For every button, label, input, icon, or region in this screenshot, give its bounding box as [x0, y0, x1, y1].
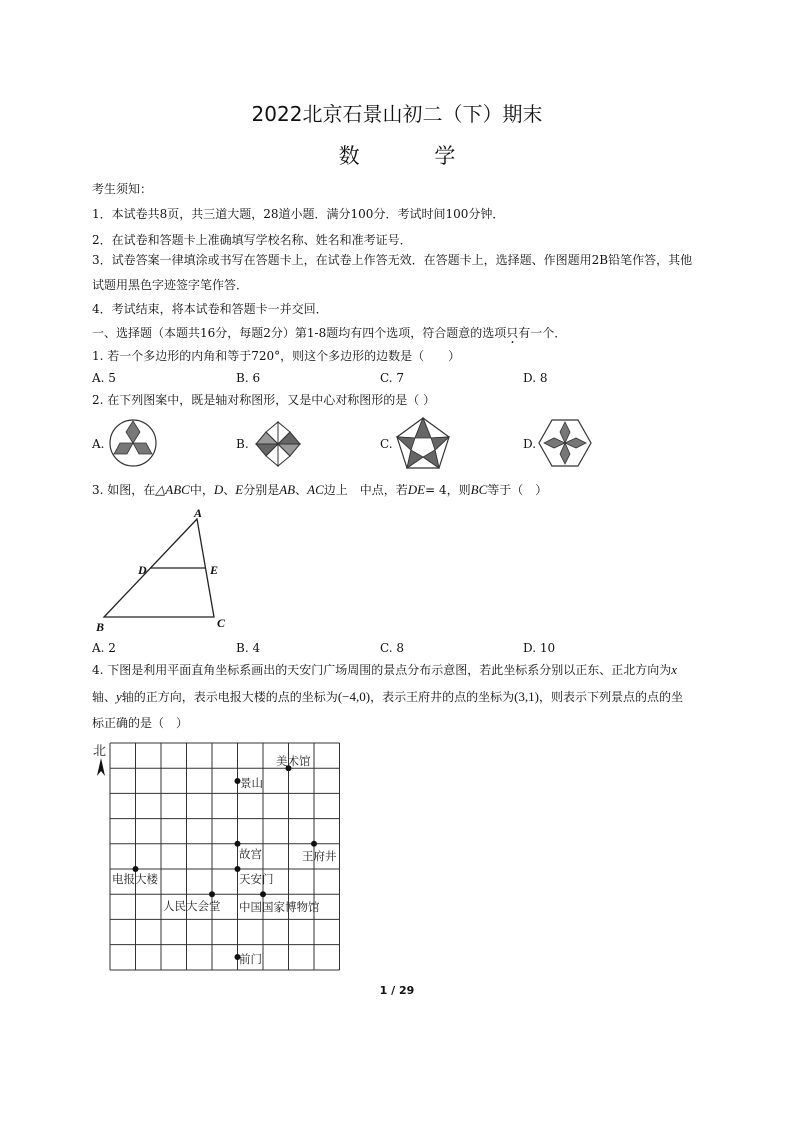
notice-heading: 考生须知： — [92, 182, 153, 196]
q3-option-d: D. 10 — [523, 641, 556, 655]
notice-item: 试题用黑色字迹签字笔作答． — [92, 278, 249, 292]
point-e-label: E — [210, 563, 219, 577]
q3-text: 边上 中点，若 — [323, 483, 408, 497]
q3-option-b: B. 4 — [236, 641, 261, 655]
vertex-b-label: B — [96, 620, 105, 634]
q3-segment-ab: AB — [279, 482, 296, 497]
figure-b-pinwheel — [252, 418, 304, 470]
notice-item: 2．在试卷和答题卡上准确填写学校名称、姓名和准考证号． — [92, 233, 412, 247]
q3-segment-ac: AC — [307, 482, 324, 497]
section-heading-end: ． — [554, 326, 567, 340]
q4-wangfujing-coord: (3,1) — [514, 689, 539, 704]
figure-a-trefoil — [108, 418, 158, 468]
notice-item: 1．本试卷共8页，共三道大题，28道小题．满分100分．考试时间100分钟． — [92, 207, 505, 221]
q4-y-axis: y — [116, 689, 122, 704]
q4-x-axis: x — [671, 662, 678, 677]
figure-d-hexagon-diamonds — [538, 418, 592, 468]
question-4-line-1 — [92, 661, 677, 678]
section-heading — [92, 324, 566, 341]
question-1-stem: 1. 若一个多边形的内角和等于720°，则这个多边形的边数是（ ） — [92, 349, 461, 363]
label-jingshan: 景山 — [240, 776, 263, 790]
question-4-line-3: 标正确的是（ ） — [92, 716, 189, 730]
question-2-stem: 2. 在下列图案中，既是轴对称图形，又是中心对称图形的是（ ） — [92, 393, 436, 407]
q4-telegraph-coord: (−4,0) — [337, 689, 371, 704]
q2-option-a: A. — [92, 437, 105, 451]
page-title: 2022北京石景山初二（下）期末 — [251, 102, 543, 126]
q3-triangle: △ABC — [155, 482, 190, 497]
figure-c-pentagon-star — [394, 416, 452, 472]
q3-option-a: A. 2 — [92, 641, 116, 655]
vertex-c-label: C — [217, 616, 226, 630]
q1-option-c: C. 7 — [380, 371, 405, 385]
q3-point-e: E — [235, 482, 244, 497]
label-great-hall: 人民大会堂 — [163, 899, 221, 913]
q1-option-d: D. 8 — [523, 371, 548, 385]
q4-text: 轴的正方向，表示电报大楼的点的坐标为 — [121, 690, 338, 704]
label-telegraph: 电报大楼 — [112, 872, 158, 886]
map-point-museum — [260, 891, 266, 897]
q3-text: 分别是 — [243, 483, 280, 497]
label-museum: 中国国家博物馆 — [239, 900, 320, 914]
map-point-wangfujing — [311, 841, 317, 847]
q3-equation: = 4 — [425, 483, 447, 497]
question-4-line-2 — [92, 688, 683, 705]
label-wangfujing: 王府井 — [302, 849, 337, 863]
q3-text: 中， — [189, 483, 214, 497]
label-art-museum: 美术馆 — [276, 754, 311, 768]
vertex-a-label: A — [194, 506, 203, 520]
notice-item: 4．考试结束，将本试卷和答题卡一并交回． — [92, 302, 328, 316]
page-number: 1 / 29 — [379, 984, 415, 997]
q3-point-d: D — [213, 482, 224, 497]
map-point-great-hall — [209, 891, 215, 897]
section-heading-text: 一、选择题（本题共16分，每题2分）第1-8题均有四个选项，符合题意的选项 — [92, 326, 507, 340]
north-label: 北 — [93, 744, 107, 759]
north-arrow-icon — [97, 758, 105, 776]
q3-segment-bc: BC — [470, 482, 488, 497]
label-gugong: 故宫 — [239, 847, 262, 861]
q4-text: ，表示王府井的点的坐标为 — [370, 690, 515, 704]
q1-option-a: A. 5 — [92, 371, 116, 385]
q2-option-c: C. — [380, 437, 393, 451]
q4-text: ，则表示下列景点的点的坐 — [539, 690, 684, 704]
q3-text: 、 — [295, 483, 308, 497]
q4-text: 4. 下图是利用平面直角坐标系画出的天安门广场周围的景点分布示意图，若此坐标系分别以正东、正北方向为 — [92, 663, 672, 677]
q4-text: 轴、 — [92, 690, 117, 704]
q3-option-c: C. 8 — [380, 641, 405, 655]
label-qianmen: 前门 — [239, 952, 262, 966]
q3-text: 等于（ ） — [487, 483, 548, 497]
notice-item: 3．试卷答案一律填涂或书写在答题卡上，在试卷上作答无效．在答题卡上，选择题、作图题用2B铅笔作答，其他 — [92, 253, 693, 267]
q3-text: 、 — [223, 483, 236, 497]
q3-text: 3. 如图，在 — [92, 483, 156, 497]
q2-option-b: B. — [236, 437, 249, 451]
section-heading-emphasis: 只有一个 — [506, 326, 555, 340]
q3-segment-de: DE — [407, 482, 426, 497]
label-tiananmen: 天安门 — [239, 872, 274, 886]
question-3-stem — [92, 481, 547, 498]
point-d-label: D — [138, 563, 147, 577]
q1-option-b: B. 6 — [236, 371, 261, 385]
q2-option-d: D. — [523, 437, 537, 451]
q3-text: ，则 — [446, 483, 471, 497]
subject-title: 数 学 — [338, 144, 490, 168]
